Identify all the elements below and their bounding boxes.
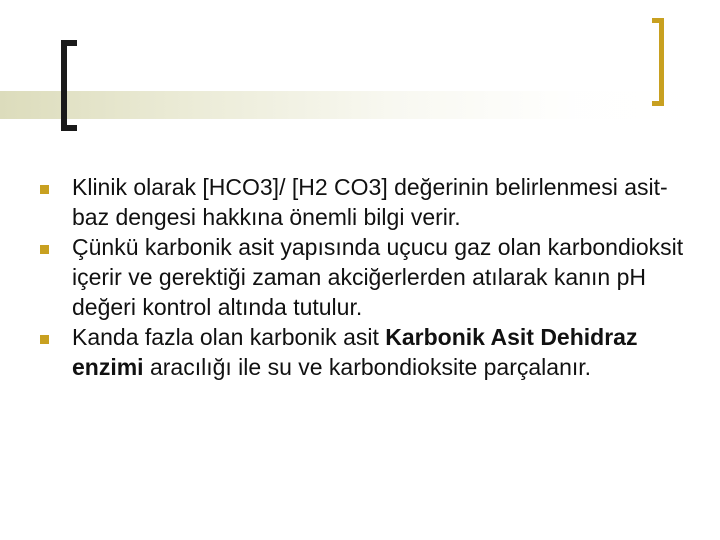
title-decoration-band — [0, 91, 720, 119]
bullet-text: Klinik olarak [HCO3]/ [H2 CO3] değerinin belirlenmesi asit-baz dengesi hakkına önemli bilgi verir. — [72, 174, 668, 230]
left-bracket-decoration — [61, 40, 77, 131]
bullet-item — [40, 232, 700, 322]
square-bullet-icon — [40, 185, 49, 194]
bullet-text: Çünkü karbonik asit yapısında uçucu gaz olan karbondioksit içerir ve gerektiği zaman akciğerlerden atılarak kanın pH değeri kontrol altında tutulur. — [72, 234, 684, 320]
square-bullet-icon — [40, 335, 49, 344]
bullet-text-after: aracılığı ile su ve karbondioksite parçalanır. — [143, 354, 592, 380]
bullet-item — [40, 172, 700, 232]
bullet-text-bold: Karbonik Asit Dehidraz enzimi — [72, 324, 638, 380]
bullet-text-before: Kanda fazla olan karbonik asit — [72, 324, 386, 350]
bullet-list — [40, 172, 700, 382]
square-bullet-icon — [40, 245, 49, 254]
bullet-item — [40, 322, 700, 382]
right-bracket-decoration — [648, 18, 664, 106]
